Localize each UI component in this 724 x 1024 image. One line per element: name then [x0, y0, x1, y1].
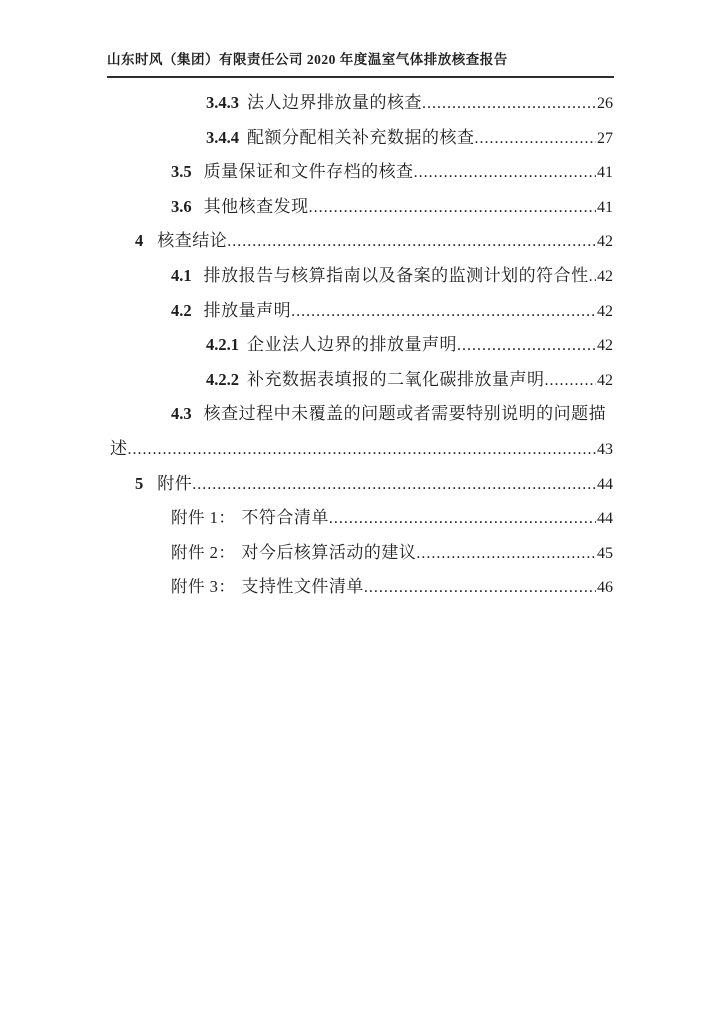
dot-leader — [309, 190, 596, 225]
toc-entry-page: 27 — [597, 129, 613, 147]
dot-leader — [545, 363, 597, 398]
dot-leader — [227, 224, 596, 259]
toc-entry-title: 排放量声明 — [203, 300, 292, 320]
toc-entry-page: 26 — [597, 95, 613, 112]
dot-leader — [475, 121, 597, 156]
toc-entry-title: 核查结论 — [157, 231, 228, 251]
toc-entry-title: 附件 — [157, 473, 193, 493]
toc-entry-page: 42 — [597, 267, 613, 285]
toc-entry-title: 对今后核算活动的建议 — [241, 542, 417, 562]
toc-entry — [108, 328, 613, 363]
dot-leader — [364, 570, 596, 605]
dot-leader — [192, 467, 596, 502]
toc-entry — [108, 121, 613, 156]
toc-entry-page: 42 — [597, 337, 613, 355]
toc-entry — [108, 432, 613, 467]
toc-entry — [108, 86, 613, 121]
toc-entry-number: 4.1 — [171, 265, 192, 285]
toc-entry-number: 4.2 — [171, 300, 192, 320]
toc-entry — [108, 397, 613, 432]
toc-entry — [108, 224, 613, 259]
dot-leader — [329, 501, 596, 536]
dot-leader — [457, 328, 596, 363]
toc-entry-title: 排放报告与核算指南以及备案的监测计划的符合性 — [203, 265, 589, 285]
toc-entry-number: 3.5 — [171, 162, 192, 182]
toc-entry-number: 3.4.4 — [206, 127, 239, 147]
toc-entry-page: 42 — [597, 371, 613, 389]
toc-entry-number: 附件 2： — [171, 542, 236, 562]
dot-leader — [291, 294, 596, 329]
toc-entry-number: 4.2.2 — [206, 369, 239, 389]
toc-entry-title: 企业法人边界的排放量声明 — [247, 335, 457, 355]
toc-entry-page: 45 — [597, 544, 613, 562]
dot-leader — [128, 432, 597, 467]
toc-entry-title: 质量保证和文件存档的核查 — [203, 162, 414, 182]
dot-leader — [416, 536, 596, 571]
toc-entry-title: 支持性文件清单 — [241, 577, 364, 597]
toc-entry-title: 其他核查发现 — [203, 196, 309, 216]
toc-entry-page: 44 — [597, 475, 613, 493]
toc-entry-page: 46 — [597, 579, 613, 597]
toc-entry-page: 42 — [597, 233, 613, 251]
dot-leader — [422, 86, 596, 121]
toc-entry-page: 41 — [597, 198, 613, 216]
toc-entry-page: 43 — [597, 440, 613, 458]
toc-entry-title: 述 — [110, 438, 128, 458]
toc-entry-page: 41 — [597, 164, 613, 182]
toc-entry-number: 5 — [135, 473, 144, 493]
toc-entry — [108, 363, 613, 398]
toc-entry-number: 3.6 — [171, 196, 192, 216]
toc-entry — [108, 501, 613, 536]
toc-entry — [108, 190, 613, 225]
toc-entry-title: 法人边界排放量的核查 — [247, 93, 422, 112]
toc-entry-number: 4 — [135, 231, 144, 251]
toc-entry-title: 不符合清单 — [241, 508, 329, 528]
toc-entry-number: 3.4.3 — [206, 93, 239, 112]
toc-entry — [108, 467, 613, 502]
toc-entry — [108, 155, 613, 190]
toc-entry-title: 补充数据表填报的二氧化碳排放量声明 — [247, 369, 545, 389]
toc-entry-number: 4.3 — [171, 404, 192, 424]
table-of-contents — [108, 86, 613, 605]
running-header: 山东时风（集团）有限责任公司 2020 年度温室气体排放核查报告 — [107, 48, 614, 78]
toc-entry-page: 44 — [597, 510, 613, 528]
toc-entry-number: 附件 3： — [171, 577, 236, 597]
toc-entry-page: 42 — [597, 302, 613, 320]
toc-entry — [108, 259, 613, 294]
toc-entry — [108, 294, 613, 329]
toc-entry — [108, 536, 613, 571]
toc-entry-number: 附件 1： — [171, 508, 236, 528]
toc-entry-title: 配额分配相关补充数据的核查 — [247, 127, 475, 147]
toc-entry-title: 核查过程中未覆盖的问题或者需要特别说明的问题描 — [203, 404, 607, 424]
dot-leader — [414, 155, 596, 190]
dot-leader — [589, 259, 596, 294]
toc-entry-number: 4.2.1 — [206, 335, 239, 355]
toc-entry — [108, 570, 613, 605]
